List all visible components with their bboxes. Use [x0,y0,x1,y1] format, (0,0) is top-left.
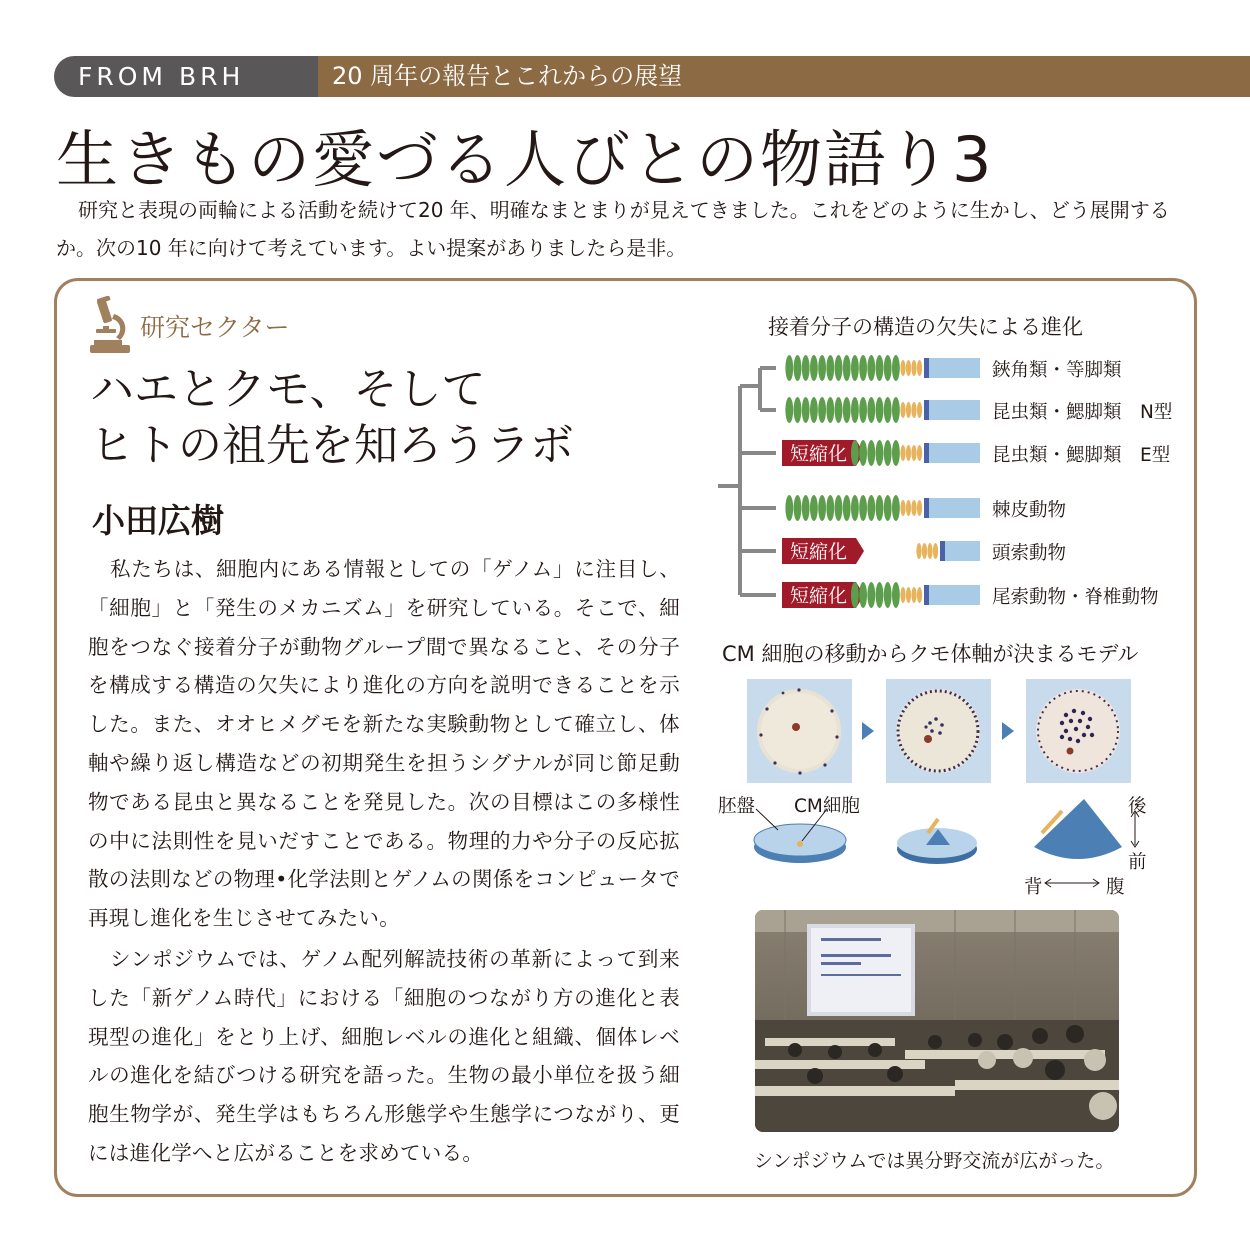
cadherin-repeat [859,582,867,608]
linker-domain [911,402,916,418]
series-label: FROM BRH [54,56,318,97]
cadherin-repeat [843,355,851,381]
cadherin-repeat [884,440,892,466]
page-title: 生きもの愛づる人びとの物語り3 [56,123,994,196]
cadherin-repeat [843,495,851,521]
cadherin-repeat [794,495,802,521]
body-paragraph: シンポジウムでは、ゲノム配列解読技術の革新によって到来した「新ゲノム時代」における「細胞のつながり方の進化と表現型の進化」をとり上げ、細胞レベルの進化と組織、個体レベルの進化を結びつける研究を語った。生物の最小単位を扱う細胞生物学が、発生学はもちろん形態学や生態学につながり、更には進化学へと広がることを求めている。 [88,946,680,1165]
article-title-line1: ハエとクモ、そして [90,364,486,415]
photo-caption: シンポジウムでは異分野交流が広がった。 [754,1150,1115,1172]
cadherin-repeat [859,495,867,521]
cadherin-repeat [867,397,875,423]
cadherin-repeat [884,397,892,423]
linker-domain [917,360,922,376]
label-axis-dorsal: 背 [1024,877,1043,898]
microscope-icon [88,296,132,354]
cadherin-repeat [843,397,851,423]
label-axis-ventral: 腹 [1106,877,1125,898]
linker-domain [906,587,911,603]
cytoplasmic-domain [945,541,980,561]
linker-domain [900,360,905,376]
cadherin-repeat [851,397,859,423]
figure2-title: CM 細胞の移動からクモ体軸が決まるモデル [722,642,1139,666]
cadherin-repeat [876,355,884,381]
label-disc: 胚盤 [718,796,756,817]
adhesion-molecule-row [782,440,980,466]
cadherin-repeat [810,355,818,381]
cadherin-repeat [876,440,884,466]
transmembrane-domain [924,443,929,463]
adhesion-tree-diagram [710,348,980,616]
cadherin-repeat [892,582,900,608]
linker-domain [916,543,921,559]
cadherin-repeat [794,355,802,381]
linker-domain [906,500,911,516]
cadherin-repeat [867,495,875,521]
cadherin-repeat [859,355,867,381]
cadherin-repeat [884,582,892,608]
transmembrane-domain [924,358,929,378]
author-name: 小田広樹 [92,501,224,540]
linker-domain [933,543,938,559]
linker-domain [917,587,922,603]
cadherin-repeat [867,355,875,381]
cytoplasmic-domain [929,443,980,463]
series-subtitle: 20 周年の報告とこれからの展望 [318,56,1250,97]
cadherin-repeat [785,397,793,423]
cadherin-repeat [785,355,793,381]
linker-domain [900,500,905,516]
linker-domain [911,500,916,516]
cadherin-repeat [892,495,900,521]
shortened-label: 短縮化 [790,541,848,563]
cadherin-repeat [818,397,826,423]
cadherin-repeat [876,582,884,608]
cadherin-repeat [835,495,843,521]
article-title [90,362,574,474]
label-axis-front: 前 [1128,852,1147,873]
adhesion-molecule-row [782,538,980,564]
intro-text: 研究と表現の両輪による活動を続けて20 年、明確なまとまりが見えてきました。これをどのように生かし、どう展開するか。次の10 年に向けて考えています。よい提案がありましたら是非。 [56,198,1170,260]
cadherin-repeat [851,355,859,381]
embryo-micrograph-2 [886,679,991,783]
cadherin-repeat [892,397,900,423]
transmembrane-domain [940,541,945,561]
label-axis-back: 後 [1128,796,1147,817]
embryo-micrograph-1 [747,679,852,783]
cadherin-repeat [785,495,793,521]
taxon-label: 頭索動物 [992,543,1067,564]
transmembrane-domain [924,498,929,518]
cadherin-repeat [818,495,826,521]
cadherin-repeat [826,355,834,381]
cadherin-repeat [867,582,875,608]
linker-domain [900,445,905,461]
taxon-label: 昆虫類・鰓脚類 N型 [992,402,1173,423]
axis-model-diagram [712,795,1152,905]
taxon-label: 鋏角類・等脚類 [992,360,1122,381]
taxon-label: 棘皮動物 [992,500,1067,521]
cadherin-repeat [851,440,859,466]
article-body [88,550,680,1173]
cadherin-repeat [884,355,892,381]
cadherin-repeat [867,440,875,466]
cadherin-repeat [810,397,818,423]
linker-domain [900,402,905,418]
embryo-micrograph-3 [1026,679,1131,783]
cadherin-repeat [794,397,802,423]
article-title-line2: ヒトの祖先を知ろうラボ [90,420,574,471]
adhesion-molecule-row [785,355,980,381]
cadherin-repeat [826,397,834,423]
cadherin-repeat [884,495,892,521]
linker-domain [911,587,916,603]
cadherin-repeat [851,582,859,608]
series-header [54,56,1250,97]
cytoplasmic-domain [929,400,980,420]
linker-domain [906,360,911,376]
cadherin-repeat [835,397,843,423]
arrow-right-icon [1002,722,1014,740]
arrow-right-icon [862,722,874,740]
cadherin-repeat [859,440,867,466]
linker-domain [911,445,916,461]
cadherin-repeat [859,397,867,423]
cadherin-repeat [826,495,834,521]
linker-domain [917,500,922,516]
shortened-label: 短縮化 [790,585,848,607]
cadherin-repeat [835,355,843,381]
linker-domain [927,543,932,559]
cadherin-repeat [802,355,810,381]
cadherin-repeat [876,397,884,423]
cadherin-repeat [810,495,818,521]
taxon-label: 昆虫類・鰓脚類 E型 [992,445,1171,466]
cadherin-repeat [876,495,884,521]
transmembrane-domain [924,585,929,605]
cadherin-repeat [802,495,810,521]
label-cm-cell: CM細胞 [794,796,860,817]
symposium-photo [755,910,1119,1132]
linker-domain [917,445,922,461]
transmembrane-domain [924,400,929,420]
adhesion-molecule-row [785,495,980,521]
figure1-title: 接着分子の構造の欠失による進化 [768,315,1083,339]
cytoplasmic-domain [929,358,980,378]
shortened-label: 短縮化 [790,443,848,465]
linker-domain [911,360,916,376]
cadherin-repeat [892,440,900,466]
sector-label: 研究セクター [140,313,290,342]
cadherin-repeat [851,495,859,521]
cadherin-repeat [818,355,826,381]
adhesion-molecule-row [785,397,980,423]
linker-domain [922,543,927,559]
cytoplasmic-domain [929,498,980,518]
adhesion-molecule-row [782,582,980,608]
linker-domain [906,445,911,461]
cadherin-repeat [892,355,900,381]
linker-domain [906,402,911,418]
linker-domain [917,402,922,418]
cm-cell-marker [797,841,803,847]
linker-domain [900,587,905,603]
body-paragraph: 私たちは、細胞内にある情報としての「ゲノム」に注目し、「細胞」と「発生のメカニズム」を研究している。そこで、細胞をつなぐ接着分子が動物グループ間で異なること、その分子を構成する構造の欠失により進化の方向を説明できることを示した。また、オオヒメグモを新たな実験動物として確立し、体軸や繰り返し構造などの初期発生を担うシグナルが同じ節足動物である昆虫と異なることを発見した。次の目標はこの多様性の中に法則性を見いだすことである。物理的力や分子の反応拡散の法則などの物理•化学法則とゲノムの関係をコンピュータで再現し進化を生じさせてみたい。 [88,557,680,931]
taxon-label: 尾索動物・脊椎動物 [992,587,1159,608]
cadherin-repeat [802,397,810,423]
cytoplasmic-domain [929,585,980,605]
